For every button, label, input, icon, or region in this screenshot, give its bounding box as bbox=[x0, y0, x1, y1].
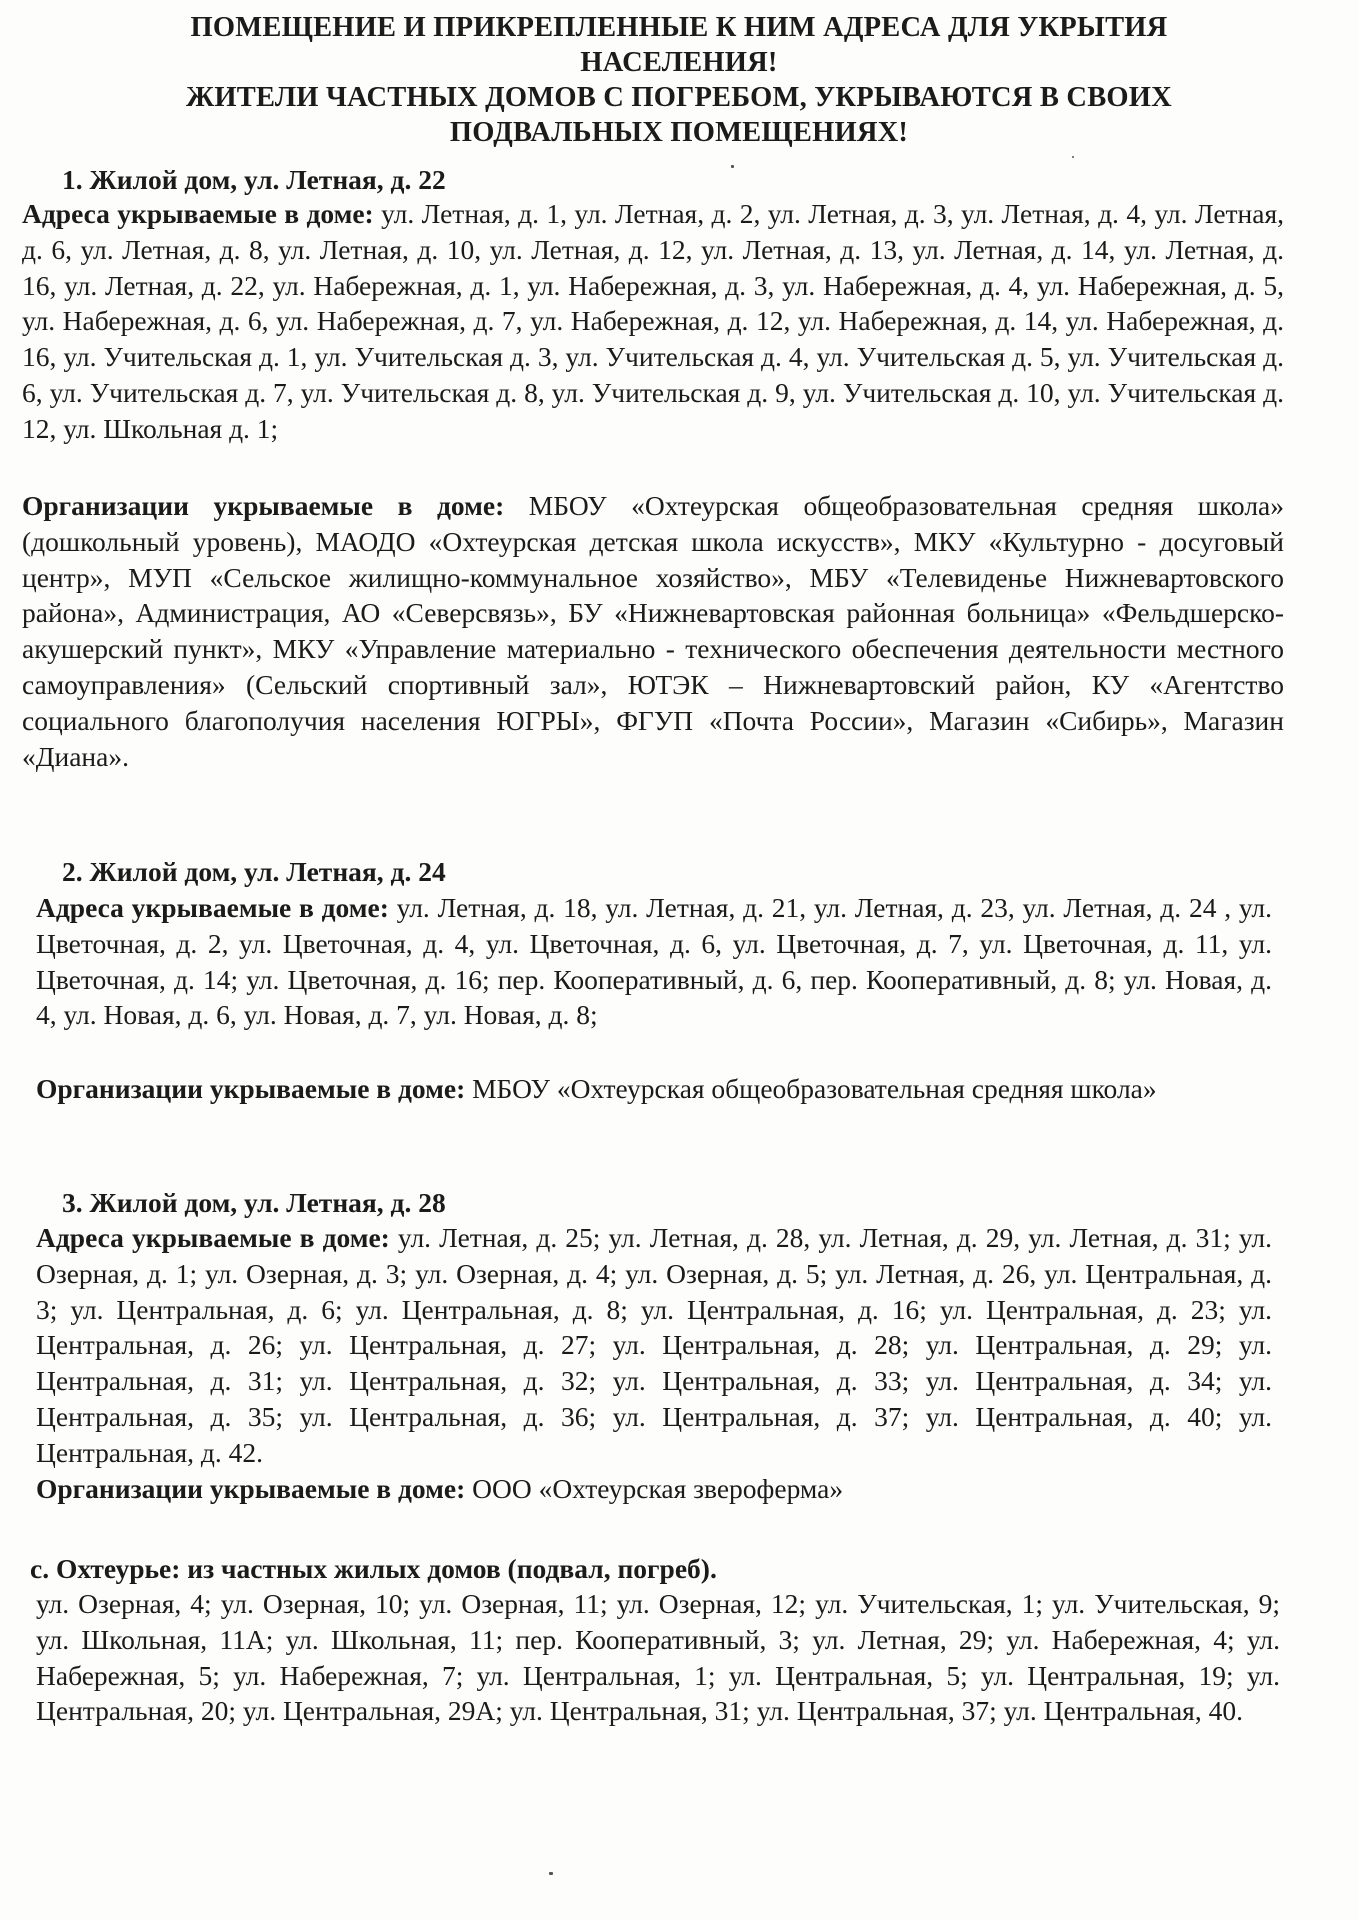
section-1-addresses-text: ул. Летная, д. 1, ул. Летная, д. 2, ул. Летная, д. 3, ул. Летная, д. 4, ул. Летная, д. 6, ул. Летная, д. 8, ул. Летная, д. 10, ул. Летная, д. 12, ул. Летная, д. 13, ул. Летная, д. 14, ул. Летная, д. 16, ул. Летная, д. 22, ул. Набережная, д. 1, ул. Набережная, д. 3, ул. Набережная, д. 4, ул. Набережная, д. 5, ул. Набережная, д. 6, ул. Набережная, д. 7, ул. Набережная, д. 12, ул. Набережная, д. 14, ул. Набережная, д. 16, ул. Учительская д. 1, ул. Учительская д. 3, ул. Учительская д. 4, ул. Учительская д. 5, ул. Учительская д. 6, ул. Учительская д. 7, ул. Учительская д. 8, ул. Учительская д. 9, ул. Учительская д. 10, ул. Учительская д. 12, ул. Школьная д. 1; bbox=[22, 198, 1284, 444]
private-houses-title: с. Охтеурье: из частных жилых домов (подвал, погреб). bbox=[30, 1553, 717, 1584]
section-2-title: 2. Жилой дом, ул. Летная, д. 24 bbox=[62, 856, 446, 887]
section-1-organizations bbox=[22, 488, 1284, 774]
section-2-addresses bbox=[36, 890, 1272, 1033]
section-3-addresses-text: ул. Летная, д. 25; ул. Летная, д. 28, ул. Летная, д. 29, ул. Летная, д. 31; ул. Озерная, д. 1; ул. Озерная, д. 3; ул. Озерная, д. 4; ул. Озерная, д. 5; ул. Летная, д. 26, ул. Центральная, д. 3; ул. Центральная, д. 6; ул. Центральная, д. 8; ул. Центральная, д. 16; ул. Центральная, д. 23; ул. Центральная, д. 26; ул. Центральная, д. 27; ул. Центральная, д. 28; ул. Центральная, д. 29; ул. Центральная, д. 31; ул. Центральная, д. 32; ул. Центральная, д. 33; ул. Центральная, д. 34; ул. Центральная, д. 35; ул. Центральная, д. 36; ул. Центральная, д. 37; ул. Центральная, д. 40; ул. Центральная, д. 42. bbox=[36, 1222, 1272, 1468]
scan-speck bbox=[549, 1872, 553, 1875]
section-2-organizations bbox=[36, 1071, 1272, 1107]
section-3-title: 3. Жилой дом, ул. Летная, д. 28 bbox=[62, 1187, 446, 1218]
section-2-addresses-text: ул. Летная, д. 18, ул. Летная, д. 21, ул. Летная, д. 23, ул. Летная, д. 24 , ул. Цветочная, д. 2, ул. Цветочная, д. 4, ул. Цветочная, д. 6, ул. Цветочная, д. 7, ул. Цветочная, д. 11, ул. Цветочная, д. 14; ул. Цветочная, д. 16; пер. Кооперативный, д. 6, пер. Кооперативный, д. 8; ул. Новая, д. 4, ул. Новая, д. 6, ул. Новая, д. 7, ул. Новая, д. 8; bbox=[36, 892, 1273, 1031]
section-1-orgs-text: МБОУ «Охтеурская общеобразовательная средняя школа» (дошкольный уровень), МАОДО «Охтеурская детская школа искусств», МКУ «Культурно - досуговый центр», МУП «Сельское жилищно-коммунальное хозяйство», МБУ «Телевиденье Нижневартовского района», Администрация, АО «Северсвязь», БУ «Нижневартовская районная больница» «Фельдшерско-акушерский пункт», МКУ «Управление материально - технического обеспечения деятельности местного самоуправления» (Сельский спортивный зал», ЮТЭК – Нижневартовский район, КУ «Агентство социального благополучия населения ЮГРЫ», ФГУП «Почта России», Магазин «Сибирь», Магазин «Диана». bbox=[22, 490, 1284, 772]
section-1-addresses bbox=[22, 196, 1284, 447]
section-3-addresses-label: Адреса укрываемые в доме: bbox=[36, 1222, 390, 1253]
heading-line-4: ПОДВАЛЬНЫХ ПОМЕЩЕНИЯХ! bbox=[449, 117, 909, 148]
section-2-orgs-text: МБОУ «Охтеурская общеобразовательная средняя школа» bbox=[465, 1073, 1157, 1104]
document-heading bbox=[60, 10, 1298, 150]
heading-line-2: НАСЕЛЕНИЯ! bbox=[580, 47, 778, 78]
section-3-addresses bbox=[36, 1220, 1272, 1471]
private-houses-list: ул. Озерная, 4; ул. Озерная, 10; ул. Озерная, 11; ул. Озерная, 12; ул. Учительская, 1; ул. Учительская, 9; ул. Школьная, 11А; ул. Школьная, 11; пер. Кооперативный, 3; ул. Летная, 29; ул. Набережная, 4; ул. Набережная, 5; ул. Набережная, 7; ул. Центральная, 1; ул. Центральная, 5; ул. Центральная, 19; ул. Центральная, 20; ул. Центральная, 29А; ул. Центральная, 31; ул. Центральная, 37; ул. Центральная, 40. bbox=[36, 1588, 1280, 1727]
section-3-organizations bbox=[36, 1471, 1272, 1507]
heading-line-3: ЖИТЕЛИ ЧАСТНЫХ ДОМОВ С ПОГРЕБОМ, УКРЫВАЮТСЯ В СВОИХ bbox=[186, 82, 1172, 113]
scan-speck bbox=[731, 165, 734, 168]
section-2-orgs-label: Организации укрываемые в доме: bbox=[36, 1073, 466, 1104]
scan-speck bbox=[1072, 156, 1074, 158]
section-1-title: 1. Жилой дом, ул. Летная, д. 22 bbox=[62, 164, 446, 195]
section-2-addresses-label: Адреса укрываемые в доме: bbox=[36, 892, 389, 923]
section-3-orgs-label: Организации укрываемые в доме: bbox=[36, 1473, 466, 1504]
section-1-orgs-label: Организации укрываемые в доме: bbox=[22, 490, 505, 521]
section-3-orgs-text: ООО «Охтеурская звероферма» bbox=[465, 1473, 844, 1504]
section-1-addresses-label: Адреса укрываемые в доме: bbox=[22, 198, 374, 229]
heading-line-1: ПОМЕЩЕНИЕ И ПРИКРЕПЛЕННЫЕ К НИМ АДРЕСА ДЛЯ УКРЫТИЯ bbox=[190, 12, 1168, 43]
